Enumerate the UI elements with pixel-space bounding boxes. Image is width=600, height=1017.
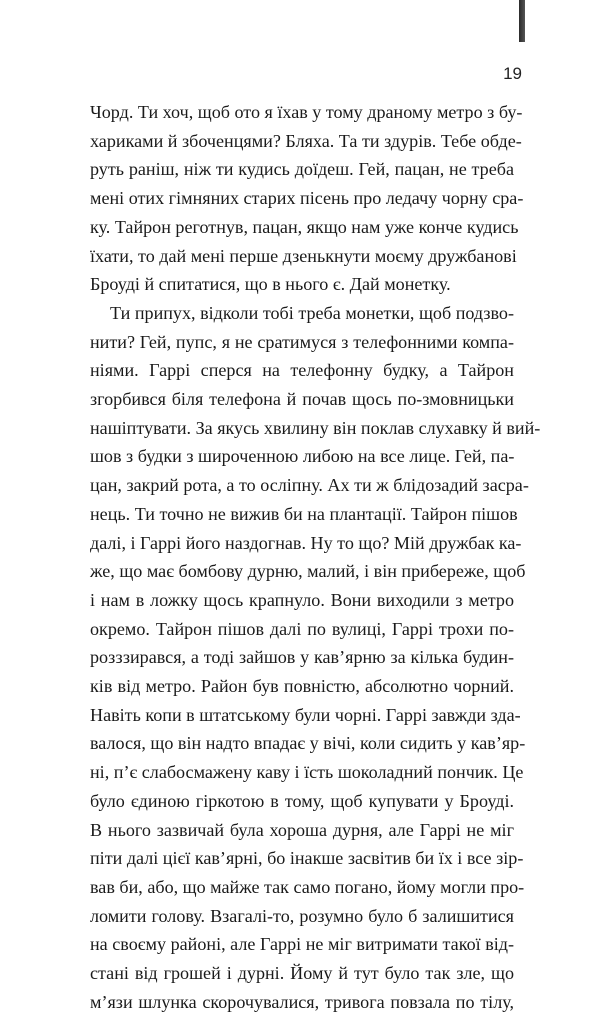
text-line: мені отих гімняних старих пісень про ледачу чорну сра- [90,188,524,209]
text-line: розззирався, а тоді зайшов у кав’ярню за кілька будин- [90,647,514,668]
text-line: нити? Гей, пупс, я не сратимуся з телефонними компа- [90,331,514,352]
text-line: цан, закрий рота, а то осліпну. Ах ти ж блідозадий засра- [90,475,529,496]
text-line: на своєму районі, але Гаррі не міг витримати такої від- [90,934,514,955]
text-line: В нього зазвичай була хороша дурня, але Гаррі не міг [90,819,514,840]
text-line: руть раніш, ніж ти кудись доїдеш. Гей, пацан, не треба [90,159,514,180]
text-line: шов з будки з широченною либою на все лице. Гей, па- [90,446,515,467]
text-line: стані від грошей і дурні. Йому й тут було так зле, що [90,963,514,984]
page-edge-mark [519,0,525,42]
text-line: Ти припух, відколи тобі треба монетки, щоб подзво- [110,302,514,323]
text-line: далі, і Гаррі його наздогнав. Ну то що? Мій дружбак ка- [90,532,522,553]
text-line: хариками й збоченцями? Бляха. Та ти здурів. Тебе обде- [90,130,522,151]
text-line: ніями. Гаррі сперся на телефонну будку, а Тайрон [90,360,514,381]
text-line: ломити голову. Взагалі-то, розумно було б залишитися [90,905,514,926]
text-line: згорбився біля телефона й почав щось по-змовницьки [90,389,514,410]
text-line: окремо. Тайрон пішов далі по вулиці, Гаррі трохи по- [90,618,514,639]
text-line: нашіптувати. За якусь хвилину він поклав слухавку й вий- [90,417,541,438]
paragraph-2 [90,299,541,1017]
text-line: валося, що він надто впадає у вічі, коли сидить у кав’яр- [90,733,526,754]
text-line: м’язи шлунка скорочувалися, тривога повзала по тілу, [90,991,514,1012]
paragraph-1 [90,98,524,299]
page-body [90,98,541,1017]
text-line: Навіть копи в штатському були чорні. Гаррі завжди зда- [90,704,521,725]
text-line: їхати, то дай мені перше дзенькнути моєму дружбанові [90,245,517,266]
text-line: же, що має бомбову дурню, малий, і він прибереже, щоб [90,561,526,582]
text-line: нець. Ти точно не вижив би на плантації. Тайрон пішов [90,503,518,524]
page-number: 19 [503,64,522,83]
text-line: Броуді й спитатися, що в нього є. Дай монетку. [90,274,451,295]
text-line: ків від метро. Район був повністю, абсолютно чорний. [90,676,514,697]
text-line: ні, п’є слабосмажену каву і їсть шоколадний пончик. Це [90,762,524,783]
text-line: вав би, або, що майже так само погано, йому могли про- [90,876,525,897]
text-line: піти далі цієї кав’ярні, бо інакше засвітив би їх і все зір- [90,848,524,869]
text-line: Чорд. Ти хоч, щоб ото я їхав у тому драному метро з бу- [90,102,523,122]
text-line: було єдиною гіркотою в тому, щоб купувати у Броуді. [90,790,514,811]
text-line: ку. Тайрон реготнув, пацан, якщо нам уже конче кудись [90,216,519,237]
text-line: і нам в ложку щось крапнуло. Вони виходили з метро [90,589,514,610]
